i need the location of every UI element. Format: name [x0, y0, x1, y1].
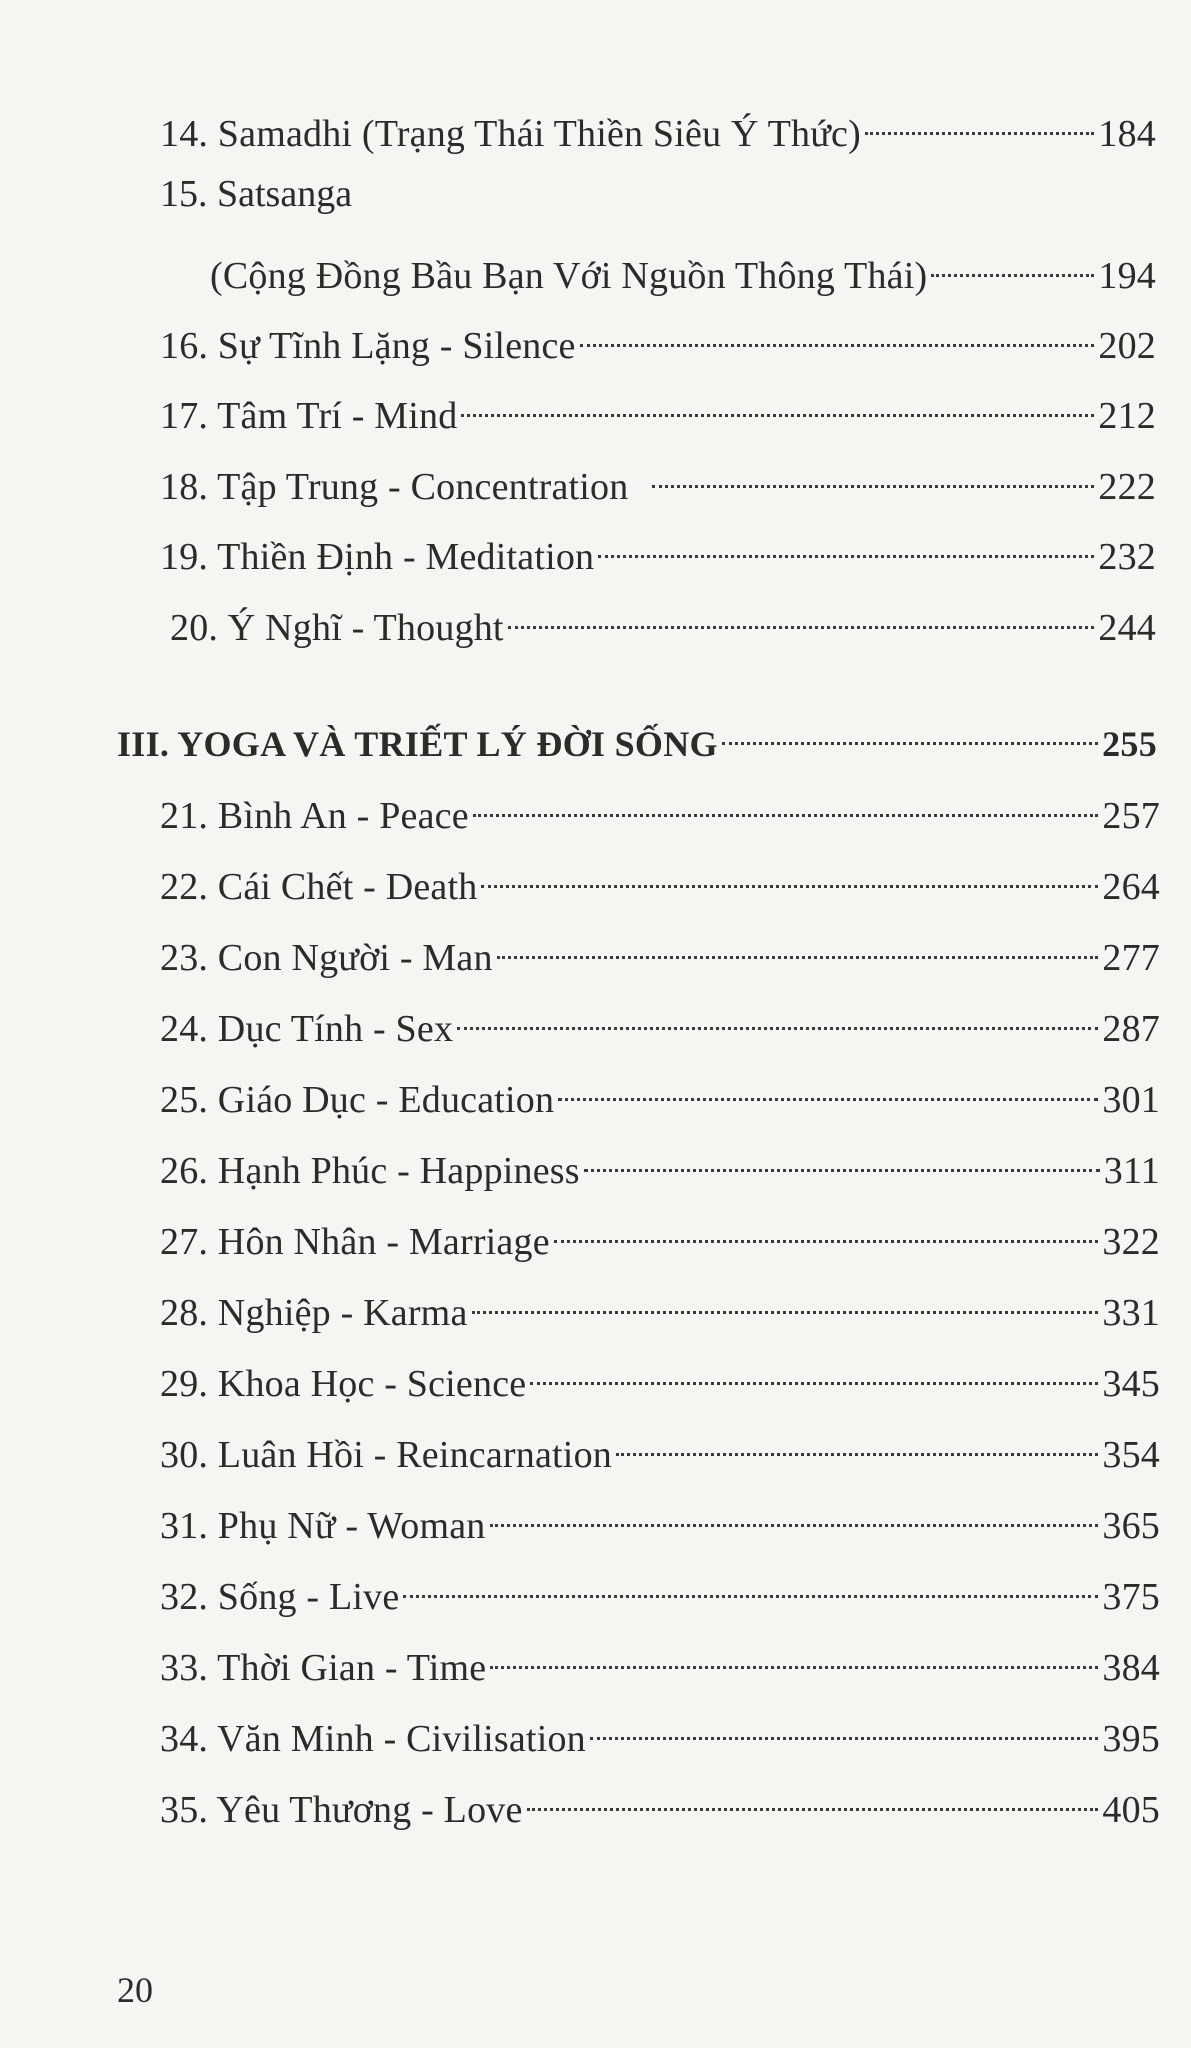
toc-entry-title: 16. Sự Tĩnh Lặng - Silence: [160, 325, 576, 367]
toc-entry-title: 28. Nghiệp - Karma: [160, 1292, 468, 1334]
toc-entry-title: 32. Sống - Live: [160, 1576, 400, 1618]
toc-entry: [160, 1774, 1160, 1834]
dot-leader: [530, 1348, 1098, 1396]
toc-entry-page: 375: [1102, 1576, 1160, 1618]
toc-entry-page: 365: [1102, 1505, 1160, 1547]
toc-entry-title: 30. Luân Hồi - Reincarnation: [160, 1434, 612, 1476]
toc-entry-page: 345: [1102, 1363, 1160, 1405]
dot-leader: [554, 1206, 1099, 1254]
dot-leader: [508, 592, 1095, 640]
dot-leader: [722, 708, 1098, 756]
toc-entry: [160, 922, 1160, 982]
toc-entry-page: 395: [1102, 1718, 1160, 1760]
toc-entry: [160, 851, 1160, 911]
toc-entry-title: 26. Hạnh Phúc - Happiness: [160, 1150, 580, 1192]
dot-leader: [931, 240, 1094, 288]
toc-entry: [160, 1703, 1160, 1763]
dot-leader: [472, 1277, 1099, 1325]
toc-entry-page: 202: [1098, 325, 1156, 367]
toc-entry-title: 18. Tập Trung - Concentration: [160, 466, 629, 508]
toc-entry-page: 331: [1102, 1292, 1160, 1334]
section-page: 255: [1102, 724, 1157, 764]
toc-entry: [160, 993, 1160, 1053]
toc-entry-continuation: [210, 240, 1156, 300]
toc-entry-title: 29. Khoa Học - Science: [160, 1363, 527, 1405]
dot-leader: [527, 1774, 1099, 1822]
toc-entry-title: 15. Satsanga: [160, 173, 353, 215]
dot-leader: [461, 380, 1094, 428]
toc-entry-title: 31. Phụ Nữ - Woman: [160, 1505, 486, 1547]
toc-entry-page: 212: [1098, 395, 1156, 437]
toc-entry: [160, 1064, 1160, 1124]
toc-entry-page: 322: [1102, 1221, 1160, 1263]
toc-entry: [160, 521, 1156, 581]
dot-leader: [490, 1632, 1098, 1680]
toc-entry-page: 257: [1102, 795, 1160, 837]
toc-entry-title: (Cộng Đồng Bầu Bạn Với Nguồn Thông Thái): [210, 255, 928, 297]
toc-entry: [160, 1135, 1160, 1195]
toc-entry: [160, 1490, 1160, 1550]
toc-entry: [160, 1277, 1160, 1337]
page-number: 20: [117, 1970, 153, 2010]
dot-leader: [616, 1419, 1098, 1467]
toc-entry-title: 17. Tâm Trí - Mind: [160, 395, 458, 437]
toc-entry-page: 405: [1102, 1789, 1160, 1831]
dot-leader: [598, 521, 1094, 569]
dot-leader: [652, 451, 1094, 499]
toc-entry: [160, 1206, 1160, 1266]
toc-entry-title: 19. Thiền Định - Meditation: [160, 536, 595, 578]
toc-entry-page: 311: [1103, 1150, 1160, 1192]
toc-entry-page: 277: [1102, 937, 1160, 979]
toc-entry-page: 301: [1102, 1079, 1160, 1121]
toc-entry: [160, 451, 1156, 511]
toc-entry-page: 232: [1098, 536, 1156, 578]
dot-leader: [457, 993, 1098, 1041]
toc-entry: [160, 98, 1156, 158]
dot-leader: [497, 922, 1099, 970]
toc-entry-title: 14. Samadhi (Trạng Thái Thiền Siêu Ý Thức): [160, 113, 861, 155]
toc-entry-page: 222: [1098, 466, 1156, 508]
toc-entry-title: 33. Thời Gian - Time: [160, 1647, 487, 1689]
toc-entry-page: 264: [1102, 866, 1160, 908]
toc-entry-title: 27. Hôn Nhân - Marriage: [160, 1221, 550, 1263]
toc-entry-page: 384: [1102, 1647, 1160, 1689]
dot-leader: [481, 851, 1098, 899]
toc-entry-title: 22. Cái Chết - Death: [160, 866, 478, 908]
dot-leader: [490, 1490, 1099, 1538]
dot-leader: [558, 1064, 1098, 1112]
toc-entry-title: 35. Yêu Thương - Love: [160, 1789, 523, 1831]
toc-entry-page: 354: [1102, 1434, 1160, 1476]
dot-leader: [590, 1703, 1099, 1751]
toc-entry-page: 244: [1098, 607, 1156, 649]
toc-entry-title: 24. Dục Tính - Sex: [160, 1008, 454, 1050]
toc-entry-page: 287: [1102, 1008, 1160, 1050]
toc-entry: [160, 1561, 1160, 1621]
dot-leader: [473, 780, 1099, 828]
toc-entry: [160, 780, 1160, 840]
dot-leader: [584, 1135, 1100, 1183]
toc-entry-page: 184: [1098, 113, 1156, 155]
toc-entry-title: 23. Con Người - Man: [160, 937, 493, 979]
toc-entry-title: 34. Văn Minh - Civilisation: [160, 1718, 586, 1760]
toc-entry: [170, 592, 1156, 652]
toc-entry-title: 25. Giáo Dục - Education: [160, 1079, 555, 1121]
dot-leader: [865, 98, 1094, 146]
toc-entry: [160, 310, 1156, 370]
toc-entry: [160, 170, 352, 218]
toc-entry: [160, 1348, 1160, 1408]
toc-entry-title: 21. Bình An - Peace: [160, 795, 469, 837]
toc-entry: [160, 1632, 1160, 1692]
dot-leader: [580, 310, 1095, 358]
toc-section-heading: [117, 708, 1157, 768]
toc-entry-page: 194: [1098, 255, 1156, 297]
toc-entry-title: 20. Ý Nghĩ - Thought: [170, 607, 504, 649]
toc-entry: [160, 380, 1156, 440]
toc-entry: [160, 1419, 1160, 1479]
section-title: III. YOGA VÀ TRIẾT LÝ ĐỜI SỐNG: [117, 724, 718, 764]
dot-leader: [403, 1561, 1098, 1609]
